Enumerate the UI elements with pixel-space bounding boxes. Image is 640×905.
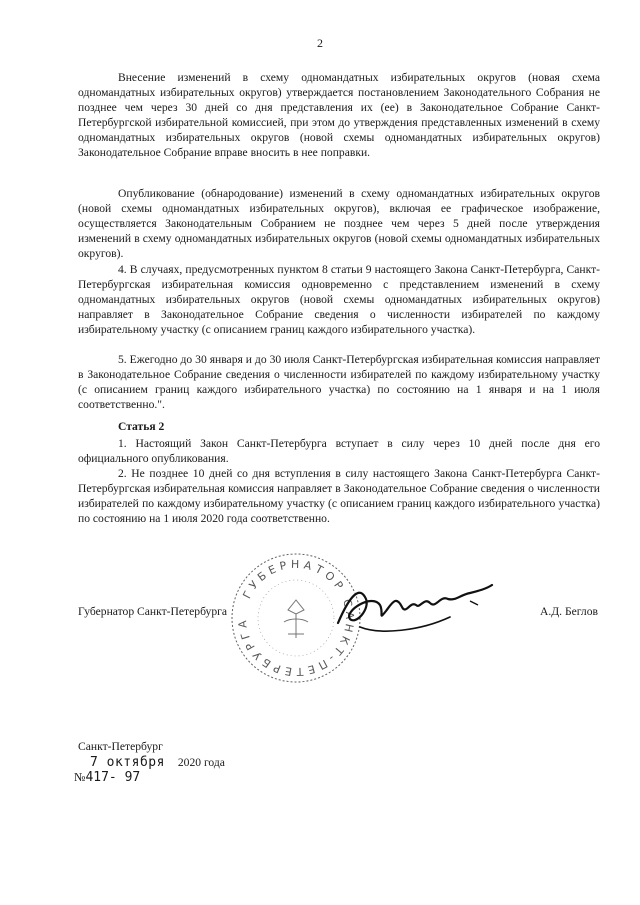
governor-title: Губернатор Санкт-Петербурга xyxy=(78,605,228,618)
handwritten-signature xyxy=(320,565,500,655)
paragraph-item-5: 5. Ежегодно до 30 января и до 30 июля Санкт-Петербургская избирательная комиссия направляет в Законодательное Собрание сведения о численности избирателей по каждому избирательному участку (с описанием границ каждого избирательного участка) по состоянию на 1 января и на 1 июля соответственно.". xyxy=(78,353,600,411)
law-number xyxy=(74,770,140,785)
number-handwritten: 417- 97 xyxy=(85,770,141,785)
signing-city: Санкт-Петербург xyxy=(78,740,163,753)
paragraph-schema-approval: Внесение изменений в схему одномандатных избирательных округов (новая схема одномандатных избирательных округов) утверждается постановлением Законодательного Собрания не позднее чем через 30 дней со дня представления их (ее) в Законодательное Собрание Санкт-Петербургской избирательной комиссией, при этом до утверждения представленных изменений в схему одномандатных избирательных округов (новой схемы одномандатных избирательных округов) Законодательное Собрание вправе вносить в нее поправки. xyxy=(78,71,600,159)
governor-name: А.Д. Беглов xyxy=(539,605,598,618)
paragraph-publication: Опубликование (обнародование) изменений в схему одномандатных избирательных округов (новой схемы одномандатных избирательных округов), включая ее графическое изображение, осуществляется Законодательным Собранием не позднее чем через 5 дней после утверждения изменений в схему одномандатных избирательных округов (новой схемы одномандатных избирательных округов). xyxy=(78,187,600,260)
article-2-item-1: 1. Настоящий Закон Санкт-Петербурга вступает в силу через 10 дней после дня его официального опубликования. xyxy=(78,437,600,465)
signing-date xyxy=(90,755,225,770)
paragraph-item-4: 4. В случаях, предусмотренных пунктом 8 статьи 9 настоящего Закона Санкт-Петербурга, Санкт-Петербургская избирательная комиссия одновременно с представлением изменений в схему одномандатных избирательных округов (новой схемы одномандатных избирательных округов) направляет в Законодательное Собрание сведения о численности избирателей по каждому избирательному участку (с описанием границ каждого избирательного участка). xyxy=(78,263,600,336)
number-prefix: № xyxy=(74,770,86,784)
article-2-item-2: 2. Не позднее 10 дней со дня вступления в силу настоящего Закона Санкт-Петербурга Санкт-Петербургская избирательная комиссия направляет в Законодательное Собрание сведения о численности избирателей по каждому избирательному участку (с описанием границ каждого избирательного участка) по состоянию на 1 июля 2020 года соответственно. xyxy=(78,467,600,525)
page-number: 2 xyxy=(317,36,323,50)
article-2-heading: Статья 2 xyxy=(118,420,165,433)
date-year: 2020 года xyxy=(177,756,225,769)
date-handwritten: 7 октября xyxy=(90,755,165,770)
seal-text: ГУБЕРНАТОР САНКТ-ПЕТЕРБУРГА xyxy=(235,557,357,679)
